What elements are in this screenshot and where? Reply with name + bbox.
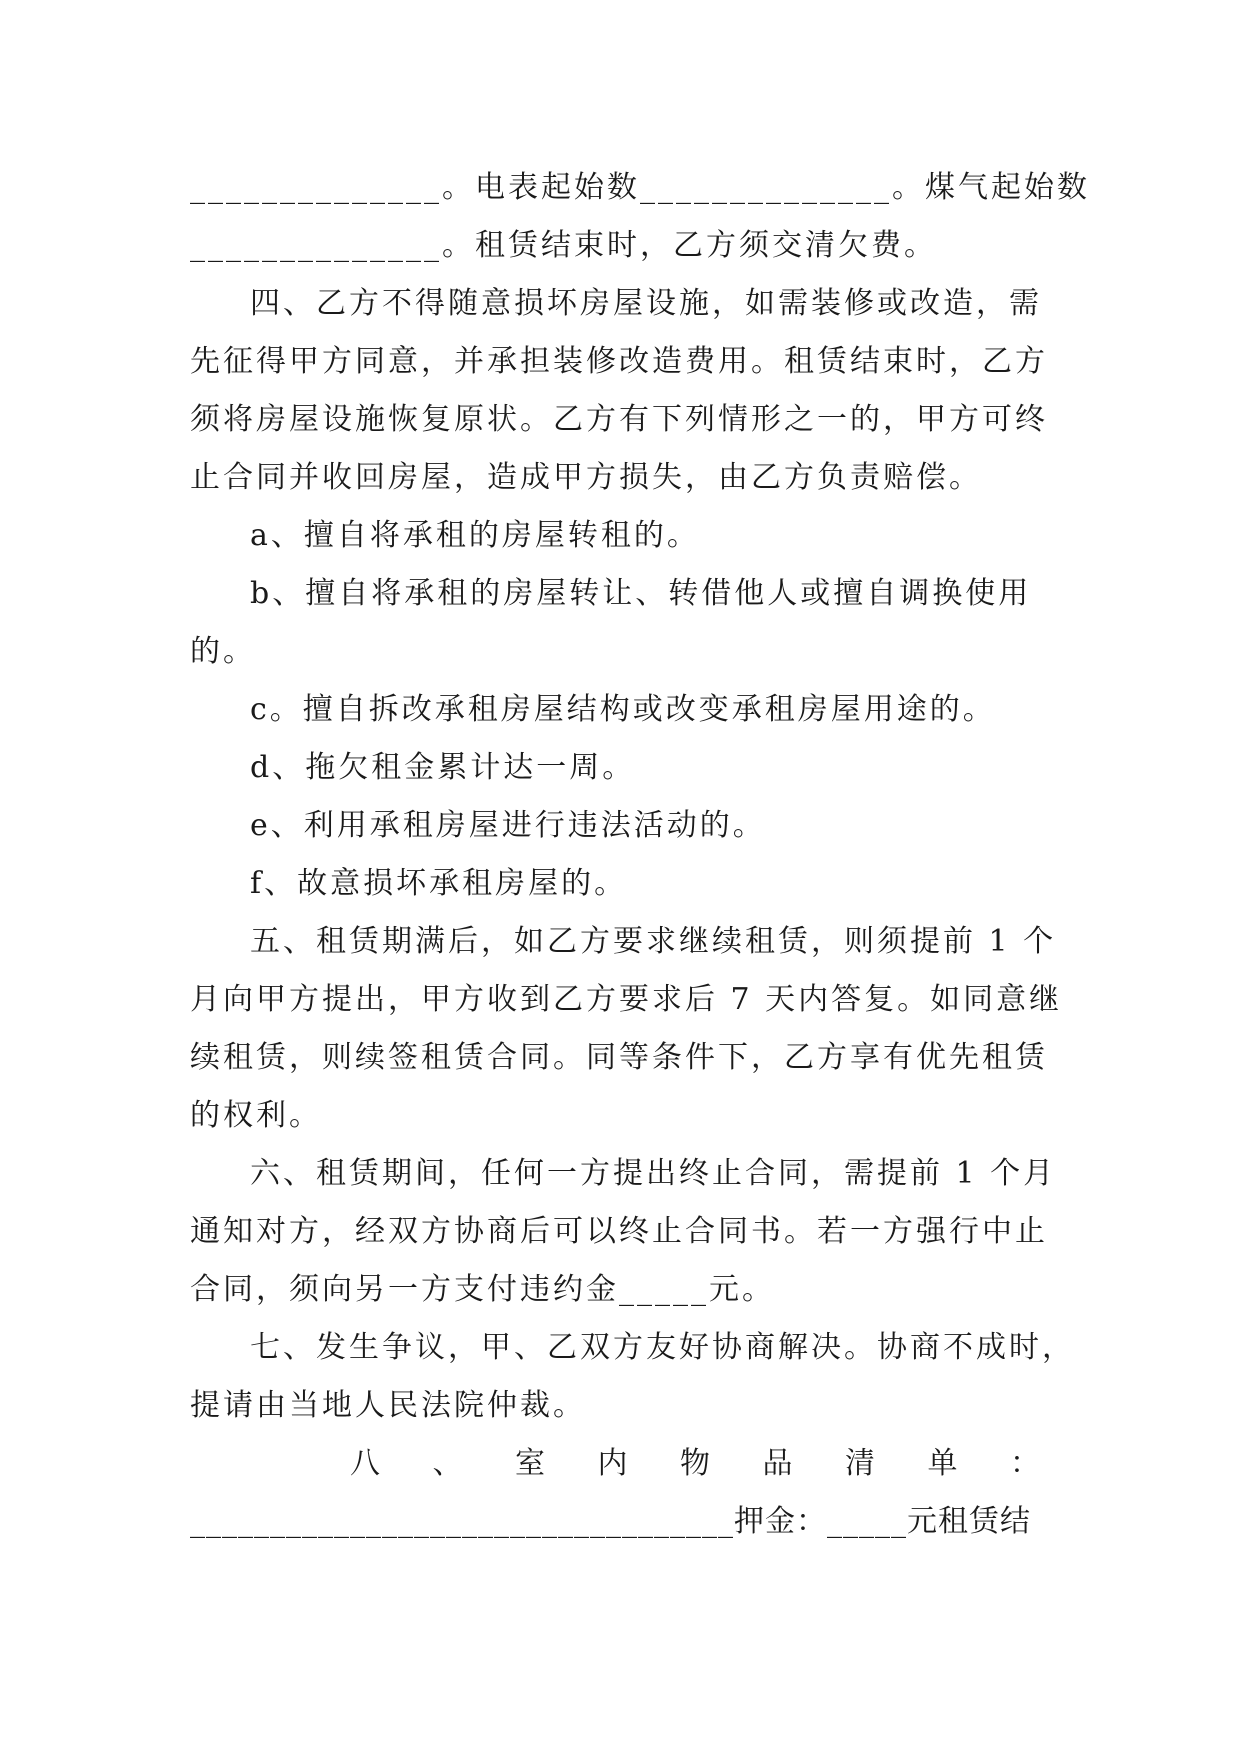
heading-char: 室 <box>515 1446 545 1481</box>
heading-char: 、 <box>432 1446 463 1481</box>
heading-char: 八 <box>350 1446 380 1481</box>
section-eight-heading <box>350 1434 1040 1494</box>
list-item-c: c。擅自拆改承租房屋结构或改变承租房屋用途的。 <box>250 692 996 727</box>
text-line: ______________。电表起始数______________。煤气起始数 <box>190 170 1090 205</box>
heading-char: 单 <box>927 1446 958 1481</box>
list-item-b: b、擅自将承租的房屋转让、转借他人或擅自调换使用 <box>250 576 1032 611</box>
text-line: 的。 <box>190 634 256 669</box>
list-item-e: e、利用承租房屋进行违法活动的。 <box>250 808 766 843</box>
text-line: 提请由当地人民法院仲裁。 <box>190 1388 586 1423</box>
heading-char: 清 <box>845 1446 875 1481</box>
paragraph-four-start: 四、乙方不得随意损坏房屋设施，如需装修或改造，需 <box>250 286 1042 321</box>
paragraph-six-start: 六、租赁期间，任何一方提出终止合同，需提前 1 个月 <box>250 1156 1057 1191</box>
deposit-line: __________________________________押金：_____元租赁结 <box>190 1504 1031 1539</box>
list-item-f: f、故意损坏承租房屋的。 <box>250 866 628 901</box>
text-line: 的权利。 <box>190 1098 322 1133</box>
text-line: 止合同并收回房屋，造成甲方损失，由乙方负责赔偿。 <box>190 460 982 495</box>
text-line: 合同，须向另一方支付违约金_____元。 <box>190 1272 775 1307</box>
text-line: 须将房屋设施恢复原状。乙方有下列情形之一的，甲方可终 <box>190 402 1048 437</box>
paragraph-seven-start: 七、发生争议，甲、乙双方友好协商解决。协商不成时， <box>250 1330 1075 1365</box>
text-line: 通知对方，经双方协商后可以终止合同书。若一方强行中止 <box>190 1214 1048 1249</box>
text-line: 先征得甲方同意，并承担装修改造费用。租赁结束时，乙方 <box>190 344 1048 379</box>
heading-char: 物 <box>680 1446 710 1481</box>
heading-char: 内 <box>597 1446 628 1481</box>
list-item-a: a、擅自将承租的房屋转租的。 <box>250 518 700 553</box>
paragraph-five-start: 五、租赁期满后，如乙方要求继续租赁，则须提前 1 个 <box>250 924 1057 959</box>
list-item-d: d、拖欠租金累计达一周。 <box>250 750 636 785</box>
text-line: ______________。租赁结束时，乙方须交清欠费。 <box>190 228 937 263</box>
text-line: 续租赁，则续签租赁合同。同等条件下，乙方享有优先租赁 <box>190 1040 1048 1075</box>
text-line: 月向甲方提出，甲方收到乙方要求后 7 天内答复。如同意继 <box>190 982 1063 1017</box>
heading-char: ： <box>1010 1446 1040 1481</box>
heading-char: 品 <box>762 1446 793 1481</box>
